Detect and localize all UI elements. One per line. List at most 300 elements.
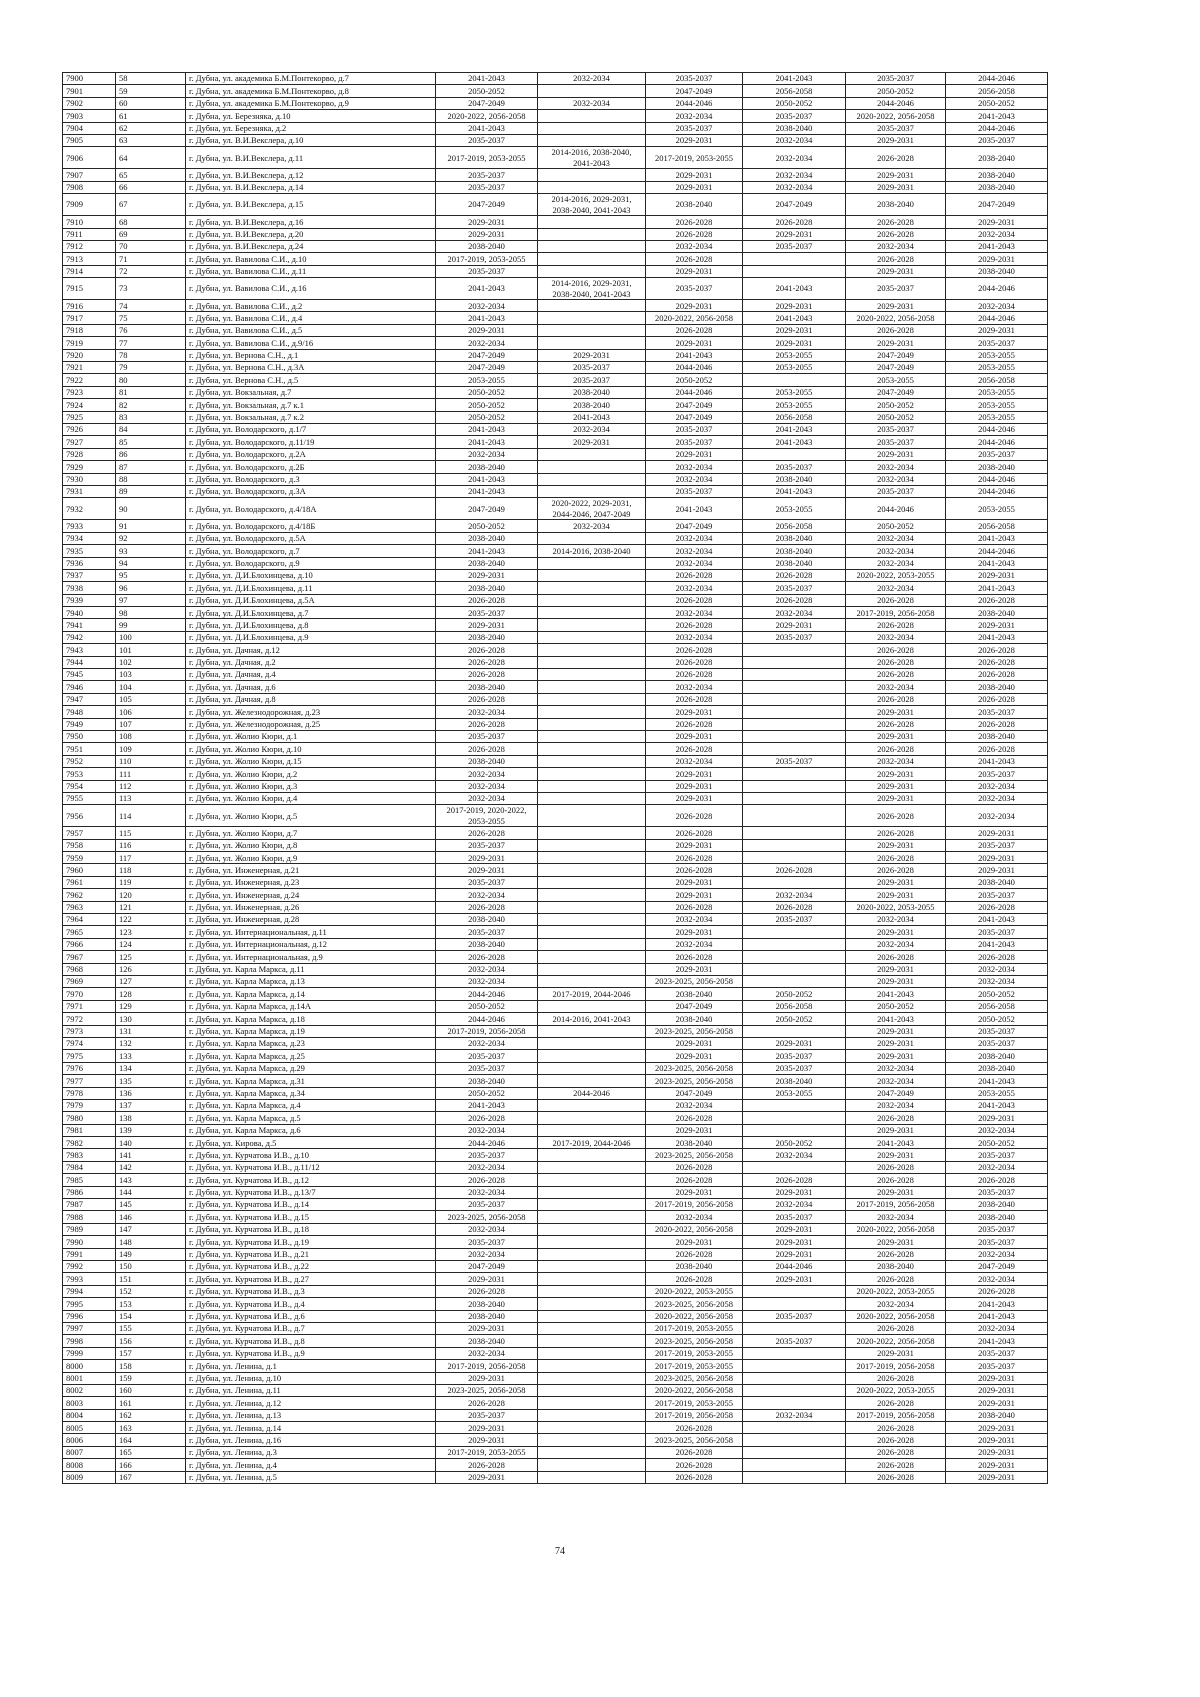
cell-period-3: 2020-2022, 2056-2058 <box>646 1384 743 1396</box>
table-row <box>63 1137 1048 1149</box>
cell-period-6: 2032-2034 <box>946 300 1048 312</box>
cell-period-6: 2047-2049 <box>946 194 1048 216</box>
cell-address: г. Дубна, ул. Володарского, д.2А <box>186 448 436 460</box>
table-row <box>63 914 1048 926</box>
cell-period-2: 2032-2034 <box>538 423 646 435</box>
cell-record-id: 7947 <box>63 693 116 705</box>
cell-period-1: 2038-2040 <box>436 557 538 569</box>
cell-period-4: 2035-2037 <box>743 1310 846 1322</box>
cell-period-1: 2035-2037 <box>436 1199 538 1211</box>
cell-address: г. Дубна, ул. Курчатова И.В., д.10 <box>186 1149 436 1161</box>
data-table <box>62 72 1048 1484</box>
cell-period-4: 2032-2034 <box>743 1199 846 1211</box>
cell-address: г. Дубна, ул. Курчатова И.В., д.6 <box>186 1310 436 1322</box>
cell-period-3: 2029-2031 <box>646 169 743 181</box>
cell-period-3: 2035-2037 <box>646 423 743 435</box>
cell-period-6: 2053-2055 <box>946 362 1048 374</box>
table-row <box>63 901 1048 913</box>
table-row <box>63 780 1048 792</box>
cell-period-6: 2035-2037 <box>946 1360 1048 1372</box>
cell-period-4: 2041-2043 <box>743 423 846 435</box>
cell-period-6: 2044-2046 <box>946 545 1048 557</box>
cell-period-3: 2026-2028 <box>646 805 743 827</box>
cell-address: г. Дубна, ул. Вавилова С.И., д.5 <box>186 324 436 336</box>
cell-address: г. Дубна, ул. В.И.Векслера, д.15 <box>186 194 436 216</box>
cell-period-2 <box>538 122 646 134</box>
cell-period-2 <box>538 557 646 569</box>
cell-period-3: 2017-2019, 2056-2058 <box>646 1409 743 1421</box>
cell-period-4: 2032-2034 <box>743 1149 846 1161</box>
cell-address: г. Дубна, ул. Курчатова И.В., д.22 <box>186 1260 436 1272</box>
cell-period-6: 2035-2037 <box>946 889 1048 901</box>
cell-address: г. Дубна, ул. Жолио Кюри, д.5 <box>186 805 436 827</box>
cell-period-6: 2029-2031 <box>946 1471 1048 1483</box>
cell-period-3: 2035-2037 <box>646 122 743 134</box>
cell-address: г. Дубна, ул. Ленина, д.1 <box>186 1360 436 1372</box>
table-row <box>63 1112 1048 1124</box>
cell-period-6: 2032-2034 <box>946 792 1048 804</box>
cell-address: г. Дубна, ул. Железнодорожная, д.25 <box>186 718 436 730</box>
cell-record-id: 7923 <box>63 386 116 398</box>
cell-period-4 <box>743 374 846 386</box>
cell-period-2 <box>538 1037 646 1049</box>
cell-period-5: 2020-2022, 2053-2055 <box>846 1285 946 1297</box>
cell-period-1: 2017-2019, 2020-2022, 2053-2055 <box>436 805 538 827</box>
cell-period-3: 2032-2034 <box>646 1211 743 1223</box>
cell-address: г. Дубна, ул. Ленина, д.11 <box>186 1384 436 1396</box>
cell-period-2 <box>538 976 646 988</box>
cell-record-id: 7952 <box>63 755 116 767</box>
cell-period-5: 2032-2034 <box>846 532 946 544</box>
cell-record-id: 7920 <box>63 349 116 361</box>
cell-address: г. Дубна, ул. Ленина, д.14 <box>186 1422 436 1434</box>
cell-record-id: 7965 <box>63 926 116 938</box>
cell-address: г. Дубна, ул. Вокзальная, д.7 к.1 <box>186 399 436 411</box>
cell-address: г. Дубна, ул. Курчатова И.В., д.14 <box>186 1199 436 1211</box>
cell-period-4 <box>743 768 846 780</box>
cell-period-1: 2029-2031 <box>436 1322 538 1334</box>
cell-period-6: 2032-2034 <box>946 1273 1048 1285</box>
cell-period-4: 2056-2058 <box>743 520 846 532</box>
cell-period-3: 2032-2034 <box>646 607 743 619</box>
cell-period-4 <box>743 926 846 938</box>
cell-period-4: 2035-2037 <box>743 1335 846 1347</box>
table-row <box>63 1248 1048 1260</box>
cell-record-id: 7993 <box>63 1273 116 1285</box>
table-row <box>63 374 1048 386</box>
cell-period-2 <box>538 631 646 643</box>
cell-period-3: 2026-2028 <box>646 644 743 656</box>
cell-item-number: 73 <box>116 278 186 300</box>
table-row <box>63 768 1048 780</box>
cell-period-1: 2032-2034 <box>436 1347 538 1359</box>
table-row <box>63 520 1048 532</box>
cell-period-2 <box>538 1050 646 1062</box>
cell-period-6: 2029-2031 <box>946 852 1048 864</box>
cell-item-number: 112 <box>116 780 186 792</box>
cell-item-number: 127 <box>116 976 186 988</box>
cell-period-1: 2017-2019, 2053-2055 <box>436 1446 538 1458</box>
cell-period-5: 2032-2034 <box>846 545 946 557</box>
table-row <box>63 988 1048 1000</box>
cell-period-3: 2029-2031 <box>646 730 743 742</box>
cell-period-4 <box>743 730 846 742</box>
cell-period-1: 2032-2034 <box>436 1223 538 1235</box>
cell-record-id: 7968 <box>63 963 116 975</box>
cell-period-3: 2038-2040 <box>646 1260 743 1272</box>
cell-period-4: 2041-2043 <box>743 436 846 448</box>
cell-period-1: 2029-2031 <box>436 852 538 864</box>
cell-period-2 <box>538 216 646 228</box>
cell-period-5: 2026-2028 <box>846 147 946 169</box>
cell-item-number: 81 <box>116 386 186 398</box>
cell-period-6: 2035-2037 <box>946 1236 1048 1248</box>
cell-record-id: 7914 <box>63 265 116 277</box>
cell-item-number: 138 <box>116 1112 186 1124</box>
cell-period-2 <box>538 1285 646 1297</box>
cell-period-2 <box>538 963 646 975</box>
cell-record-id: 7983 <box>63 1149 116 1161</box>
cell-period-2 <box>538 1248 646 1260</box>
cell-period-6: 2029-2031 <box>946 1446 1048 1458</box>
cell-address: г. Дубна, ул. Д.И.Блохинцева, д.7 <box>186 607 436 619</box>
cell-record-id: 7996 <box>63 1310 116 1322</box>
cell-item-number: 74 <box>116 300 186 312</box>
cell-period-5: 2026-2028 <box>846 827 946 839</box>
cell-address: г. Дубна, ул. Володарского, д.11/19 <box>186 436 436 448</box>
table-row <box>63 669 1048 681</box>
cell-address: г. Дубна, ул. Карла Маркса, д.23 <box>186 1037 436 1049</box>
cell-record-id: 7953 <box>63 768 116 780</box>
cell-period-3: 2029-2031 <box>646 337 743 349</box>
cell-item-number: 109 <box>116 743 186 755</box>
cell-period-4: 2041-2043 <box>743 485 846 497</box>
cell-item-number: 75 <box>116 312 186 324</box>
table-row <box>63 619 1048 631</box>
cell-period-6: 2041-2043 <box>946 532 1048 544</box>
cell-item-number: 69 <box>116 228 186 240</box>
cell-period-5: 2026-2028 <box>846 864 946 876</box>
cell-address: г. Дубна, ул. Вавилова С.И., д.9/16 <box>186 337 436 349</box>
cell-period-2 <box>538 1397 646 1409</box>
cell-record-id: 7989 <box>63 1223 116 1235</box>
cell-period-4: 2026-2028 <box>743 864 846 876</box>
cell-period-1: 2026-2028 <box>436 1285 538 1297</box>
cell-period-3: 2026-2028 <box>646 569 743 581</box>
cell-period-1: 2050-2052 <box>436 411 538 423</box>
cell-period-6: 2026-2028 <box>946 669 1048 681</box>
cell-period-1: 2038-2040 <box>436 1075 538 1087</box>
cell-period-1: 2041-2043 <box>436 436 538 448</box>
cell-record-id: 7919 <box>63 337 116 349</box>
cell-record-id: 7959 <box>63 852 116 864</box>
cell-item-number: 135 <box>116 1075 186 1087</box>
cell-item-number: 145 <box>116 1199 186 1211</box>
cell-item-number: 132 <box>116 1037 186 1049</box>
cell-period-4 <box>743 1347 846 1359</box>
cell-period-4: 2035-2037 <box>743 914 846 926</box>
cell-period-4: 2026-2028 <box>743 594 846 606</box>
cell-period-1: 2032-2034 <box>436 706 538 718</box>
cell-period-6: 2041-2043 <box>946 1075 1048 1087</box>
cell-period-5: 2029-2031 <box>846 963 946 975</box>
cell-period-3: 2026-2028 <box>646 1273 743 1285</box>
cell-period-3: 2029-2031 <box>646 1037 743 1049</box>
cell-period-2 <box>538 1199 646 1211</box>
table-row <box>63 169 1048 181</box>
cell-item-number: 162 <box>116 1409 186 1421</box>
table-row <box>63 386 1048 398</box>
cell-item-number: 107 <box>116 718 186 730</box>
cell-period-6: 2035-2037 <box>946 134 1048 146</box>
cell-period-3: 2029-2031 <box>646 265 743 277</box>
cell-period-2 <box>538 485 646 497</box>
cell-period-2 <box>538 889 646 901</box>
cell-period-6: 2032-2034 <box>946 1248 1048 1260</box>
cell-period-2 <box>538 706 646 718</box>
cell-period-6: 2050-2052 <box>946 1013 1048 1025</box>
cell-period-2: 2029-2031 <box>538 436 646 448</box>
cell-period-2 <box>538 852 646 864</box>
table-row <box>63 755 1048 767</box>
cell-period-4: 2038-2040 <box>743 122 846 134</box>
cell-period-5: 2038-2040 <box>846 1260 946 1272</box>
cell-period-3: 2029-2031 <box>646 839 743 851</box>
cell-period-6: 2038-2040 <box>946 181 1048 193</box>
cell-period-4: 2038-2040 <box>743 532 846 544</box>
cell-address: г. Дубна, ул. Инженерная, д.24 <box>186 889 436 901</box>
cell-record-id: 8000 <box>63 1360 116 1372</box>
cell-record-id: 7946 <box>63 681 116 693</box>
cell-record-id: 8006 <box>63 1434 116 1446</box>
table-row <box>63 411 1048 423</box>
table-row <box>63 532 1048 544</box>
cell-period-3: 2029-2031 <box>646 768 743 780</box>
cell-item-number: 146 <box>116 1211 186 1223</box>
cell-item-number: 95 <box>116 569 186 581</box>
cell-period-1: 2017-2019, 2056-2058 <box>436 1025 538 1037</box>
cell-period-4: 2053-2055 <box>743 349 846 361</box>
cell-period-3: 2017-2019, 2053-2055 <box>646 1347 743 1359</box>
cell-period-6: 2029-2031 <box>946 1422 1048 1434</box>
cell-item-number: 100 <box>116 631 186 643</box>
cell-period-6: 2035-2037 <box>946 768 1048 780</box>
table-row <box>63 265 1048 277</box>
cell-record-id: 7928 <box>63 448 116 460</box>
cell-period-2 <box>538 1025 646 1037</box>
table-row <box>63 1384 1048 1396</box>
cell-period-1: 2029-2031 <box>436 324 538 336</box>
cell-address: г. Дубна, ул. Жолио Кюри, д.15 <box>186 755 436 767</box>
cell-item-number: 96 <box>116 582 186 594</box>
cell-period-2 <box>538 1149 646 1161</box>
cell-period-1: 2050-2052 <box>436 386 538 398</box>
cell-period-1: 2053-2055 <box>436 374 538 386</box>
cell-record-id: 7931 <box>63 485 116 497</box>
cell-address: г. Дубна, ул. Вавилова С.И., д.11 <box>186 265 436 277</box>
cell-period-2 <box>538 1260 646 1272</box>
cell-period-6: 2032-2034 <box>946 976 1048 988</box>
cell-period-3: 2026-2028 <box>646 951 743 963</box>
table-row <box>63 300 1048 312</box>
cell-record-id: 7918 <box>63 324 116 336</box>
cell-period-6: 2038-2040 <box>946 1050 1048 1062</box>
cell-address: г. Дубна, ул. Володарского, д.7 <box>186 545 436 557</box>
cell-period-4: 2032-2034 <box>743 1409 846 1421</box>
cell-period-1: 2032-2034 <box>436 889 538 901</box>
cell-period-3: 2026-2028 <box>646 1471 743 1483</box>
cell-address: г. Дубна, ул. Вокзальная, д.7 к.2 <box>186 411 436 423</box>
cell-period-6: 2044-2046 <box>946 312 1048 324</box>
cell-period-6: 2032-2034 <box>946 805 1048 827</box>
cell-period-2 <box>538 805 646 827</box>
cell-period-5: 2029-2031 <box>846 181 946 193</box>
cell-period-6: 2026-2028 <box>946 901 1048 913</box>
cell-address: г. Дубна, ул. Карла Маркса, д.18 <box>186 1013 436 1025</box>
cell-period-3: 2041-2043 <box>646 349 743 361</box>
cell-period-2 <box>538 901 646 913</box>
cell-period-4 <box>743 1025 846 1037</box>
cell-period-5: 2026-2028 <box>846 1459 946 1471</box>
cell-period-4: 2029-2031 <box>743 1223 846 1235</box>
cell-period-6: 2038-2040 <box>946 461 1048 473</box>
table-row <box>63 1211 1048 1223</box>
cell-period-3: 2044-2046 <box>646 362 743 374</box>
cell-period-1: 2023-2025, 2056-2058 <box>436 1211 538 1223</box>
cell-period-1: 2038-2040 <box>436 914 538 926</box>
cell-period-2 <box>538 1112 646 1124</box>
table-row <box>63 545 1048 557</box>
cell-item-number: 60 <box>116 97 186 109</box>
cell-period-6: 2032-2034 <box>946 780 1048 792</box>
cell-record-id: 7960 <box>63 864 116 876</box>
cell-period-5: 2017-2019, 2056-2058 <box>846 1409 946 1421</box>
cell-period-2 <box>538 1236 646 1248</box>
cell-period-2 <box>538 1062 646 1074</box>
cell-record-id: 7981 <box>63 1124 116 1136</box>
cell-period-4: 2029-2031 <box>743 1037 846 1049</box>
cell-address: г. Дубна, ул. Карла Маркса, д.34 <box>186 1087 436 1099</box>
cell-item-number: 122 <box>116 914 186 926</box>
table-row <box>63 1124 1048 1136</box>
cell-period-3: 2032-2034 <box>646 938 743 950</box>
cell-address: г. Дубна, ул. Володарского, д.9 <box>186 557 436 569</box>
cell-address: г. Дубна, ул. Карла Маркса, д.14А <box>186 1000 436 1012</box>
cell-period-4: 2035-2037 <box>743 240 846 252</box>
cell-period-2 <box>538 1409 646 1421</box>
cell-record-id: 7930 <box>63 473 116 485</box>
cell-period-3: 2029-2031 <box>646 134 743 146</box>
table-row <box>63 569 1048 581</box>
cell-period-3: 2029-2031 <box>646 963 743 975</box>
cell-period-6: 2041-2043 <box>946 1310 1048 1322</box>
cell-item-number: 72 <box>116 265 186 277</box>
table-row <box>63 240 1048 252</box>
cell-period-2: 2017-2019, 2044-2046 <box>538 1137 646 1149</box>
cell-period-2 <box>538 1422 646 1434</box>
cell-record-id: 7951 <box>63 743 116 755</box>
cell-period-6: 2053-2055 <box>946 399 1048 411</box>
table-row <box>63 926 1048 938</box>
cell-item-number: 87 <box>116 461 186 473</box>
cell-period-1: 2035-2037 <box>436 926 538 938</box>
cell-record-id: 7987 <box>63 1199 116 1211</box>
cell-period-1: 2029-2031 <box>436 1422 538 1434</box>
table-row <box>63 1273 1048 1285</box>
cell-period-3: 2047-2049 <box>646 1000 743 1012</box>
cell-address: г. Дубна, ул. Курчатова И.В., д.19 <box>186 1236 436 1248</box>
cell-period-1: 2035-2037 <box>436 134 538 146</box>
cell-period-3: 2026-2028 <box>646 216 743 228</box>
cell-period-4 <box>743 876 846 888</box>
cell-address: г. Дубна, ул. Курчатова И.В., д.7 <box>186 1322 436 1334</box>
cell-period-2: 2032-2034 <box>538 520 646 532</box>
cell-period-5: 2026-2028 <box>846 619 946 631</box>
cell-period-6: 2038-2040 <box>946 169 1048 181</box>
cell-period-5: 2032-2034 <box>846 1211 946 1223</box>
cell-record-id: 7961 <box>63 876 116 888</box>
cell-period-2 <box>538 1174 646 1186</box>
cell-period-6: 2050-2052 <box>946 97 1048 109</box>
cell-record-id: 7902 <box>63 97 116 109</box>
cell-period-3: 2026-2028 <box>646 1112 743 1124</box>
cell-record-id: 7978 <box>63 1087 116 1099</box>
cell-period-6: 2044-2046 <box>946 122 1048 134</box>
cell-period-2 <box>538 619 646 631</box>
cell-period-1: 2029-2031 <box>436 1273 538 1285</box>
cell-item-number: 121 <box>116 901 186 913</box>
cell-period-2 <box>538 718 646 730</box>
cell-record-id: 7904 <box>63 122 116 134</box>
cell-period-3: 2026-2028 <box>646 1459 743 1471</box>
cell-period-5: 2017-2019, 2056-2058 <box>846 1199 946 1211</box>
cell-item-number: 141 <box>116 1149 186 1161</box>
cell-period-5: 2032-2034 <box>846 557 946 569</box>
cell-period-1: 2041-2043 <box>436 73 538 85</box>
cell-period-1: 2047-2049 <box>436 349 538 361</box>
table-row <box>63 448 1048 460</box>
cell-address: г. Дубна, ул. Вернова С.Н., д.1 <box>186 349 436 361</box>
cell-period-6: 2035-2037 <box>946 839 1048 851</box>
cell-period-3: 2038-2040 <box>646 1137 743 1149</box>
cell-period-6: 2041-2043 <box>946 755 1048 767</box>
cell-period-3: 2029-2031 <box>646 876 743 888</box>
cell-item-number: 164 <box>116 1434 186 1446</box>
cell-period-2 <box>538 1310 646 1322</box>
cell-period-6: 2029-2031 <box>946 216 1048 228</box>
cell-address: г. Дубна, ул. В.И.Векслера, д.10 <box>186 134 436 146</box>
cell-period-3: 2020-2022, 2056-2058 <box>646 312 743 324</box>
cell-item-number: 119 <box>116 876 186 888</box>
cell-period-1: 2032-2034 <box>436 963 538 975</box>
cell-item-number: 108 <box>116 730 186 742</box>
cell-period-6: 2041-2043 <box>946 1335 1048 1347</box>
cell-period-1: 2032-2034 <box>436 337 538 349</box>
cell-period-3: 2029-2031 <box>646 926 743 938</box>
cell-period-3: 2029-2031 <box>646 1124 743 1136</box>
cell-period-1: 2026-2028 <box>436 1112 538 1124</box>
cell-period-1: 2044-2046 <box>436 1013 538 1025</box>
table-row <box>63 852 1048 864</box>
cell-period-5: 2026-2028 <box>846 1434 946 1446</box>
cell-period-3: 2038-2040 <box>646 194 743 216</box>
cell-period-4 <box>743 1322 846 1334</box>
cell-period-5: 2041-2043 <box>846 988 946 1000</box>
cell-address: г. Дубна, ул. Инженерная, д.23 <box>186 876 436 888</box>
cell-period-4 <box>743 669 846 681</box>
cell-record-id: 7939 <box>63 594 116 606</box>
cell-period-2 <box>538 1000 646 1012</box>
